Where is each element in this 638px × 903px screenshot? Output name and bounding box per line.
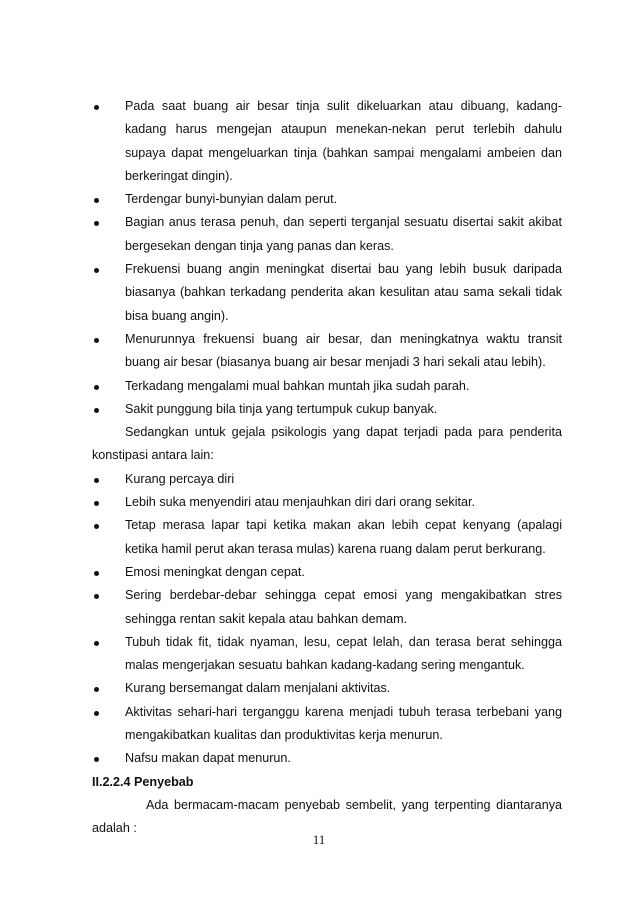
list-item-text: Sakit punggung bila tinja yang tertumpuk cukup banyak. xyxy=(125,401,438,416)
list-item xyxy=(92,561,562,584)
list-item xyxy=(92,468,562,491)
list-item-text: Tetap merasa lapar tapi ketika makan akan lebih cepat kenyang (apalagi ketika hamil perut akan terasa mulas) karena ruang dalam perut berkurang. xyxy=(125,518,562,556)
symptom-list-psychological xyxy=(92,468,562,771)
bullet-icon xyxy=(94,711,99,716)
psych-intro-paragraph: Sedangkan untuk gejala psikologis yang dapat terjadi pada para penderita konstipasi antara lain: xyxy=(92,425,562,463)
bullet-icon xyxy=(94,268,99,273)
bullet-icon xyxy=(94,501,99,506)
bullet-icon xyxy=(94,385,99,390)
symptom-list-physical xyxy=(92,95,562,421)
bullet-icon xyxy=(94,641,99,646)
page-number: 11 xyxy=(312,832,326,847)
list-item xyxy=(92,514,562,561)
bullet-icon xyxy=(94,594,99,599)
bullet-icon xyxy=(94,757,99,762)
section-heading: II.2.2.4 Penyebab xyxy=(92,774,194,789)
list-item xyxy=(92,188,562,211)
list-item-text: Emosi meningkat dengan cepat. xyxy=(125,564,305,579)
list-item xyxy=(92,491,562,514)
list-item xyxy=(92,328,562,375)
list-item xyxy=(92,398,562,421)
list-item xyxy=(92,747,562,770)
list-item-text: Pada saat buang air besar tinja sulit dikeluarkan atau dibuang, kadang-kadang harus mengejan ataupun menekan-nekan perut terlebih dahulu supaya dapat mengeluarkan tinja (bahkan sampai mengalami ambeien dan berkeringat dingin). xyxy=(125,99,562,183)
bullet-icon xyxy=(94,105,99,110)
list-item-text: Aktivitas sehari-hari terganggu karena menjadi tubuh terasa terbebani yang mengakibatkan kualitas dan produktivitas kerja menurun. xyxy=(125,704,562,743)
list-item-text: Sering berdebar-debar sehingga cepat emosi yang mengakibatkan stres sehingga rentan sakit kepala atau bahkan demam. xyxy=(125,588,562,626)
bullet-icon xyxy=(94,408,99,413)
bullet-icon xyxy=(94,478,99,483)
bullet-icon xyxy=(94,221,99,226)
page-content xyxy=(92,95,562,841)
list-item-text: Frekuensi buang angin meningkat disertai bau yang lebih busuk daripada biasanya (bahkan terkadang penderita akan kesulitan atau sama sekali tidak bisa buang angin). xyxy=(125,262,562,323)
list-item-text: Terkadang mengalami mual bahkan muntah jika sudah parah. xyxy=(125,378,470,393)
list-item xyxy=(92,375,562,398)
list-item xyxy=(92,631,562,678)
list-item xyxy=(92,584,562,631)
bullet-icon xyxy=(94,338,99,343)
cause-intro-paragraph: Ada bermacam-macam penyebab sembelit, yang terpenting diantaranya adalah : xyxy=(92,797,562,836)
list-item-text: Tubuh tidak fit, tidak nyaman, lesu, cepat lelah, dan terasa berat sehingga malas mengerjakan sesuatu bahkan kadang-kadang sering mengantuk. xyxy=(125,634,562,673)
list-item-text: Nafsu makan dapat menurun. xyxy=(125,751,291,766)
list-item-text: Lebih suka menyendiri atau menjauhkan diri dari orang sekitar. xyxy=(125,495,476,510)
bullet-icon xyxy=(94,687,99,692)
bullet-icon xyxy=(94,198,99,203)
list-item-text: Kurang bersemangat dalam menjalani aktivitas. xyxy=(125,681,391,696)
list-item-text: Kurang percaya diri xyxy=(125,471,235,486)
list-item xyxy=(92,677,562,700)
list-item xyxy=(92,258,562,328)
list-item-text: Menurunnya frekuensi buang air besar, dan meningkatnya waktu transit buang air besar (biasanya buang air besar menjadi 3 hari sekali atau lebih). xyxy=(125,331,562,370)
bullet-icon xyxy=(94,524,99,529)
list-item xyxy=(92,211,562,258)
bullet-icon xyxy=(94,571,99,576)
list-item xyxy=(92,95,562,188)
list-item xyxy=(92,701,562,748)
list-item-text: Terdengar bunyi-bunyian dalam perut. xyxy=(125,192,338,207)
list-item-text: Bagian anus terasa penuh, dan seperti terganjal sesuatu disertai sakit akibat bergesekan dengan tinja yang panas dan keras. xyxy=(125,215,562,253)
